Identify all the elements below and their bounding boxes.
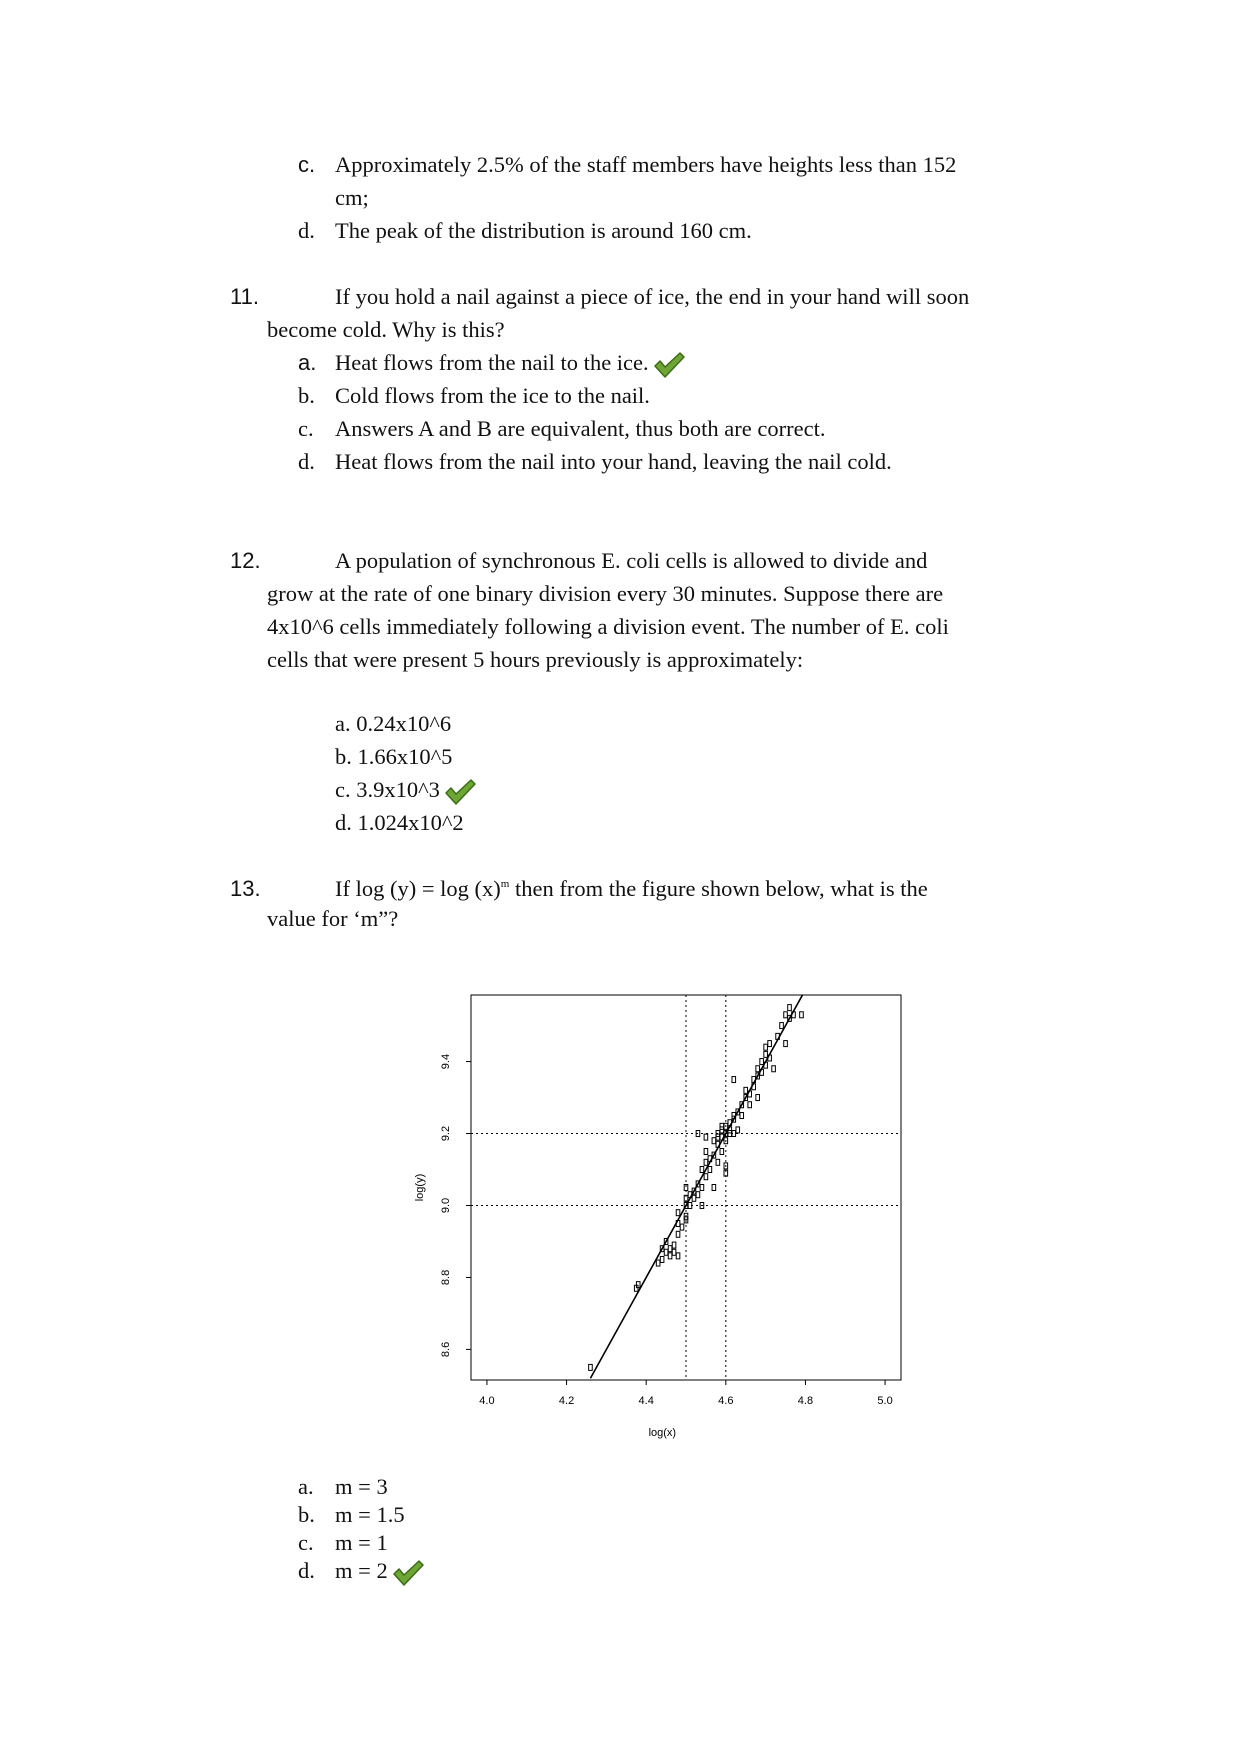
data-point xyxy=(740,1113,744,1119)
data-point xyxy=(696,1192,700,1198)
q12-option-c xyxy=(335,773,476,806)
checkmark-icon xyxy=(392,1559,424,1587)
q10-option-c-marker: c. xyxy=(298,152,316,177)
plot-frame xyxy=(471,995,901,1380)
q12-stem-line3: 4x10^6 cells immediately following a division event. The number of E. coli xyxy=(267,614,949,639)
q13-option-a-marker: a. xyxy=(298,1474,314,1499)
x-tick-label: 4.6 xyxy=(718,1395,734,1407)
q12-stem-line2: grow at the rate of one binary division every 30 minutes. Suppose there are xyxy=(267,581,944,606)
loglog-scatter-plot xyxy=(405,985,925,1460)
checkmark-icon xyxy=(653,351,685,379)
data-point xyxy=(800,1012,804,1018)
q12-option-b-text: b. 1.66x10^5 xyxy=(335,744,453,769)
data-point xyxy=(712,1185,716,1191)
data-point xyxy=(668,1253,672,1259)
y-axis-label: log(y) xyxy=(414,1173,426,1202)
q11-option-d-marker: d. xyxy=(298,449,315,474)
q10-option-c-line2: cm; xyxy=(335,185,369,210)
data-point xyxy=(716,1134,720,1140)
regression-line xyxy=(590,990,805,1379)
data-point xyxy=(692,1195,696,1201)
x-tick-label: 5.0 xyxy=(877,1395,893,1407)
q13-option-c-text: m = 1 xyxy=(335,1530,388,1555)
data-point xyxy=(720,1123,724,1129)
q11-option-c-marker: c. xyxy=(298,416,314,441)
q13-stem-exponent: m xyxy=(500,878,510,890)
q11-option-b-marker: b. xyxy=(298,383,315,408)
x-tick-label: 4.2 xyxy=(558,1395,575,1407)
data-point xyxy=(656,1260,660,1266)
q11-number: 11. xyxy=(230,284,259,309)
y-tick-label: 9.4 xyxy=(440,1053,452,1070)
q13-stem-line2: value for ‘m”? xyxy=(267,906,399,931)
q13-option-b-text: m = 1.5 xyxy=(335,1502,405,1527)
data-point xyxy=(788,1005,792,1011)
x-axis-label: log(x) xyxy=(648,1427,677,1439)
q11-option-a xyxy=(335,346,685,379)
x-tick-label: 4.4 xyxy=(638,1395,654,1407)
data-point xyxy=(704,1149,708,1155)
x-tick-label: 4.0 xyxy=(479,1395,495,1407)
data-point xyxy=(672,1242,676,1248)
q11-stem-line1: If you hold a nail against a piece of ice, the end in your hand will soon xyxy=(335,284,970,309)
data-point xyxy=(756,1066,760,1072)
q12-stem-line4: cells that were present 5 hours previously is approximately: xyxy=(267,647,804,672)
q13-stem-post: then from the figure shown below, what is the xyxy=(509,876,928,901)
data-point xyxy=(704,1159,708,1165)
data-point xyxy=(704,1174,708,1180)
q12-number: 12. xyxy=(230,548,261,573)
data-point xyxy=(704,1134,708,1140)
q13-option-b-marker: b. xyxy=(298,1502,315,1527)
data-point xyxy=(756,1095,760,1101)
data-point xyxy=(720,1127,724,1133)
q11-option-c-text: Answers A and B are equivalent, thus both are correct. xyxy=(335,416,826,441)
q13-option-d-marker: d. xyxy=(298,1558,315,1583)
q11-option-a-text: Heat flows from the nail to the ice. xyxy=(335,350,649,375)
data-point xyxy=(700,1185,704,1191)
data-point xyxy=(780,1023,784,1029)
data-point xyxy=(736,1127,740,1133)
q10-option-c-line1: Approximately 2.5% of the staff members have heights less than 152 xyxy=(335,152,957,177)
q10-option-d-text: The peak of the distribution is around 160 cm. xyxy=(335,218,752,243)
data-point xyxy=(732,1077,736,1083)
data-point xyxy=(768,1041,772,1047)
data-point xyxy=(744,1087,748,1093)
data-point xyxy=(748,1102,752,1108)
data-point xyxy=(664,1249,668,1255)
q13-option-d-text: m = 2 xyxy=(335,1558,388,1583)
q13-stem-pre: If log (y) = log (x) xyxy=(335,876,501,901)
q11-option-b-text: Cold flows from the ice to the nail. xyxy=(335,383,650,408)
data-point xyxy=(708,1167,712,1173)
data-point xyxy=(676,1231,680,1237)
y-tick-label: 9.2 xyxy=(440,1125,452,1142)
data-point xyxy=(720,1149,724,1155)
q12-option-d-text: d. 1.024x10^2 xyxy=(335,810,464,835)
data-point xyxy=(772,1066,776,1072)
plot-area xyxy=(471,990,901,1380)
q11-option-d-text: Heat flows from the nail into your hand, leaving the nail cold. xyxy=(335,449,892,474)
q13-option-a-text: m = 3 xyxy=(335,1474,388,1499)
q12-stem-line1: A population of synchronous E. coli cells is allowed to divide and xyxy=(335,548,928,573)
q12-option-c-text: c. 3.9x10^3 xyxy=(335,777,440,802)
data-point xyxy=(668,1246,672,1252)
q13-number: 13. xyxy=(230,876,261,901)
q13-option-d xyxy=(335,1554,424,1587)
data-point xyxy=(712,1138,716,1144)
q12-option-a-text: a. 0.24x10^6 xyxy=(335,711,452,736)
data-point xyxy=(676,1253,680,1259)
data-point xyxy=(764,1051,768,1057)
q10-option-d-marker: d. xyxy=(298,218,315,243)
q13-option-c-marker: c. xyxy=(298,1530,314,1555)
data-point xyxy=(784,1012,788,1018)
data-point xyxy=(660,1256,664,1262)
checkmark-icon xyxy=(444,778,476,806)
q13-stem-line1 xyxy=(335,872,928,905)
y-tick-label: 8.8 xyxy=(440,1269,452,1286)
data-point xyxy=(676,1210,680,1216)
data-point xyxy=(672,1249,676,1255)
data-point xyxy=(700,1167,704,1173)
y-tick-label: 8.6 xyxy=(440,1341,452,1358)
data-point xyxy=(716,1159,720,1165)
data-point xyxy=(589,1364,593,1370)
x-tick-label: 4.8 xyxy=(797,1395,814,1407)
y-tick-label: 9.0 xyxy=(440,1197,452,1214)
data-point xyxy=(784,1041,788,1047)
data-point xyxy=(760,1059,764,1065)
q11-stem-line2: become cold. Why is this? xyxy=(267,317,505,342)
data-point xyxy=(764,1044,768,1050)
q11-option-a-marker: a. xyxy=(298,350,317,375)
data-point xyxy=(680,1224,684,1230)
